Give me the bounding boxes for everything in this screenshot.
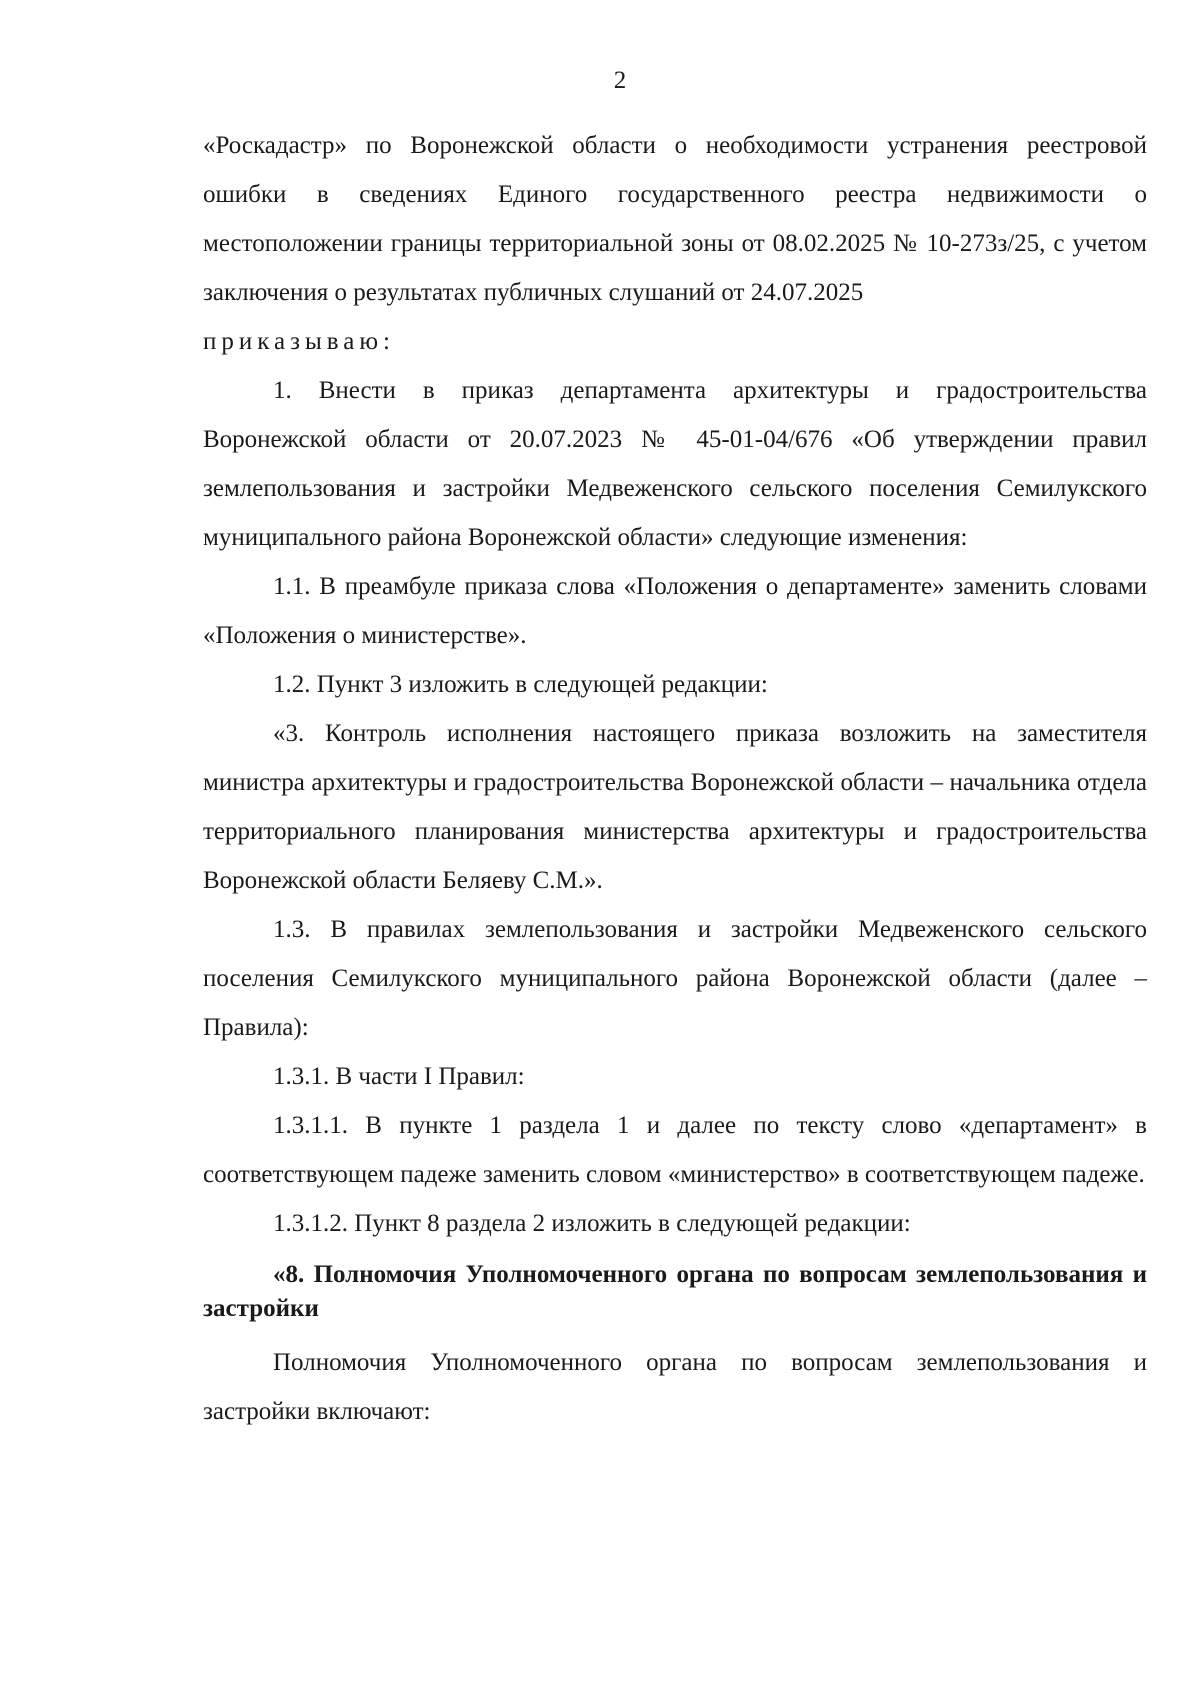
paragraph-item-1-3-1-1: 1.3.1.1. В пункте 1 раздела 1 и далее по тексту слово «департамент» в соответствующем падеже заменить словом «министерство» в соответствующем падеже. <box>203 1112 1147 1188</box>
paragraph-item-1-3: 1.3. В правилах землепользования и застройки Медвеженского сельского поселения Семилукского муниципального района Воронежской области (далее – Правила): <box>203 916 1147 1041</box>
paragraph-item-1-3-1-2: 1.3.1.2. Пункт 8 раздела 2 изложить в следующей редакции: <box>273 1210 911 1237</box>
paragraph-item-1-2: 1.2. Пункт 3 изложить в следующей редакции: <box>273 671 768 698</box>
paragraph-item-1: 1. Внести в приказ департамента архитектуры и градостроительства Воронежской области от 20.07.2023 № 45-01-04/676 «Об утверждении правил землепользования и застройки Медвеженского сельского поселения Семилукского муниципального района Воронежской области» следующие изменения: <box>203 377 1147 551</box>
page-number: 2 <box>613 67 627 94</box>
paragraph-item-1-1: 1.1. В преамбуле приказа слова «Положения о департаменте» заменить словами «Положения о министерстве». <box>203 573 1147 649</box>
paragraph-item-1-3-1: 1.3.1. В части I Правил: <box>273 1063 525 1090</box>
section-heading-8: «8. Полномочия Уполномоченного органа по вопросам землепользования и застройки <box>203 1261 1147 1322</box>
paragraph-order-word: приказываю: <box>203 328 395 355</box>
paragraph-item-3-quote: «3. Контроль исполнения настоящего приказа возложить на заместителя министра архитектуры и градостроительства Воронежской области – начальника отдела территориального планирования министерства архитектуры и градостроительства Воронежской области Беляеву С.М.». <box>203 720 1147 894</box>
paragraph-powers-intro: Полномочия Уполномоченного органа по вопросам землепользования и застройки включают: <box>203 1349 1147 1425</box>
document-body <box>203 121 1147 1436</box>
paragraph-preamble-continuation: «Роскадастр» по Воронежской области о необходимости устранения реестровой ошибки в сведениях Единого государственного реестра недвижимости о местоположении границы территориальной зоны от 08.02.2025 № 10-273з/25, с учетом заключения о результатах публичных слушаний от 24.07.2025 <box>203 132 1147 306</box>
